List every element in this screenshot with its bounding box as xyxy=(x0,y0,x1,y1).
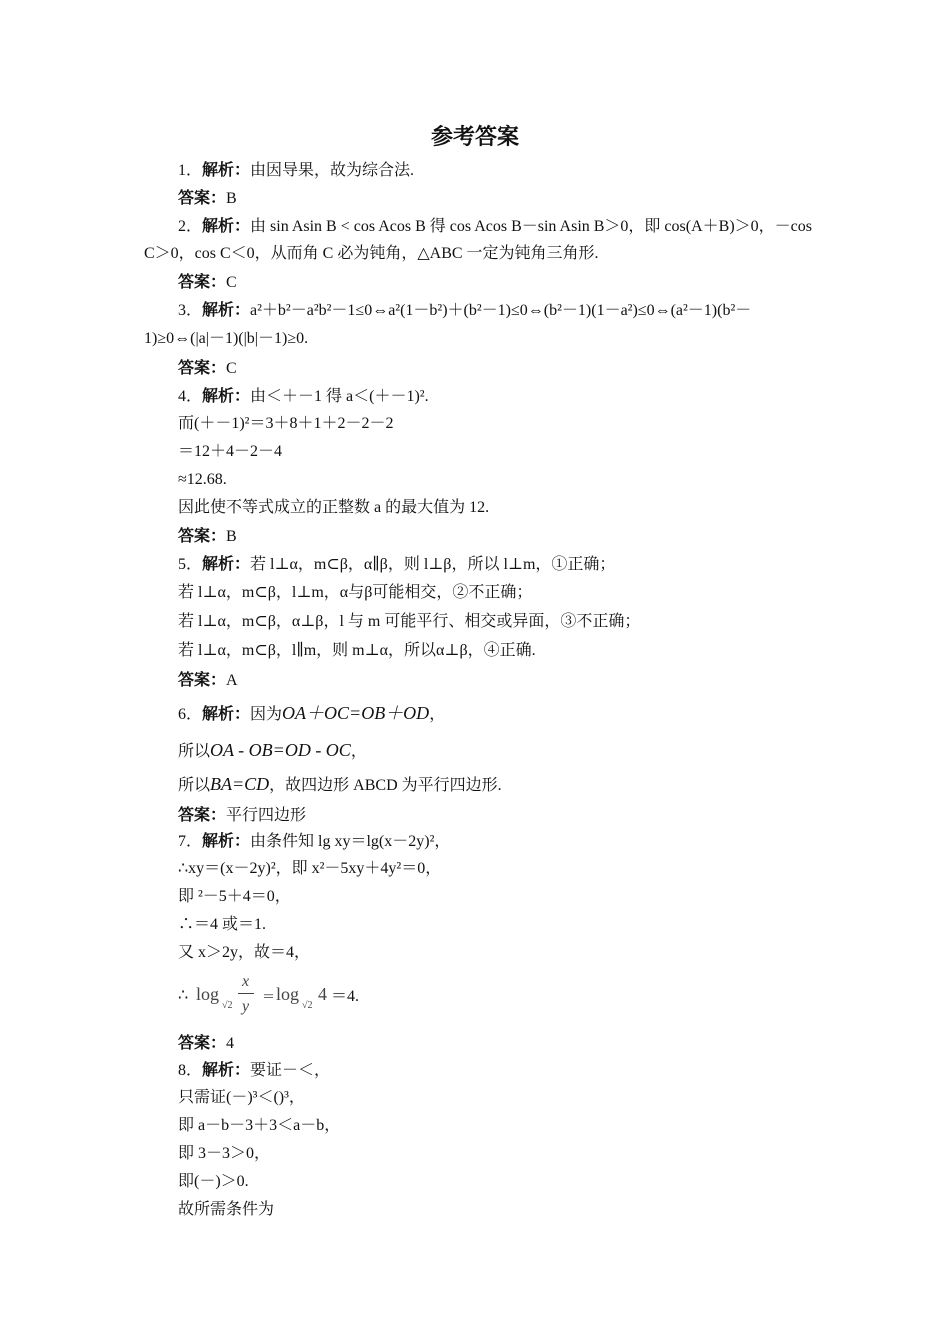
q6-line1-suffix: ， xyxy=(429,706,446,723)
q4-answer xyxy=(178,526,808,547)
q8-line1: 要证－＜， xyxy=(250,1062,331,1079)
q6-line2-prefix: 所以 xyxy=(178,743,211,760)
q7-line1: 由条件知 lg xy＝lg(x－2y)²， xyxy=(250,833,451,850)
fraction-denominator: y xyxy=(242,998,250,1015)
answer-label: 答案： xyxy=(178,1033,227,1052)
q5-analysis xyxy=(178,554,808,575)
q6-answer xyxy=(178,805,808,826)
q7-line2: ∴xy＝(x－2y)²，即 x²－5xy＋4y²＝0， xyxy=(178,860,442,877)
log-function: log xyxy=(276,984,300,1004)
answer-label: 答案： xyxy=(178,670,227,689)
q4-line4: ≈12.68. xyxy=(178,471,227,488)
analysis-label: 解析： xyxy=(202,216,251,235)
q4-line2: 而(＋－1)²＝3＋8＋1＋2－2－2 xyxy=(178,415,394,432)
q1-answer-value: B xyxy=(226,190,237,207)
log-argument: 4 xyxy=(318,984,327,1004)
q2-analysis xyxy=(178,216,812,237)
q5-line2: 若 l⊥α，m⊂β，l⊥m，α与β可能相交，②不正确； xyxy=(178,584,533,601)
equals-sign: ＝ xyxy=(262,989,276,1004)
q1-text: 由因导果，故为综合法. xyxy=(250,162,415,179)
q6-line2 xyxy=(178,740,808,762)
fraction-bar xyxy=(238,993,254,994)
q8-line2: 只需证(－)³＜()³， xyxy=(178,1089,305,1106)
page-title: 参考答案 xyxy=(430,125,519,150)
q5-line1: 若 l⊥α，m⊂β，α∥β，则 l⊥β，所以 l⊥m，①正确； xyxy=(250,556,616,573)
log-base: √2 xyxy=(302,1000,313,1011)
q1-answer xyxy=(178,188,808,209)
q5-line3: 若 l⊥α，m⊂β，α⊥β，l 与 m 可能平行、相交或异面，③不正确； xyxy=(178,613,641,630)
q6-line3 xyxy=(178,774,808,796)
answer-label: 答案： xyxy=(178,358,227,377)
q7-analysis xyxy=(178,831,808,852)
q2-line1: 由 sin Asin B < cos Acos B 得 cos Acos B－sin Asin B＞0，即 cos(A＋B)＞0，－cos xyxy=(250,218,812,235)
vector-formula: BA=CD xyxy=(210,774,270,794)
q8-line5: 即(－)＞0. xyxy=(178,1173,249,1190)
question-number: 5． xyxy=(178,556,203,573)
q6-line1-prefix: 因为 xyxy=(250,706,283,723)
therefore-symbol: ∴ xyxy=(178,987,189,1004)
q4-line3: ＝12＋4－2－4 xyxy=(178,443,283,460)
log-function: log xyxy=(196,984,220,1004)
q1-analysis xyxy=(178,160,808,181)
q3-answer xyxy=(178,358,808,379)
fraction-numerator: x xyxy=(242,973,250,990)
q3-answer-value: C xyxy=(226,360,237,377)
log-base: √2 xyxy=(222,1000,233,1011)
answer-label: 答案： xyxy=(178,188,227,207)
q6-analysis xyxy=(178,703,808,725)
q4-answer-value: B xyxy=(226,528,237,545)
q7-log-formula xyxy=(178,970,808,1020)
q2-answer-value: C xyxy=(226,274,237,291)
analysis-label: 解析： xyxy=(202,704,251,723)
question-number: 8． xyxy=(178,1062,203,1079)
q8-line3: 即 a－b－3＋3＜a－b， xyxy=(178,1117,341,1134)
analysis-label: 解析： xyxy=(202,160,251,179)
q8-analysis xyxy=(178,1060,808,1081)
q7-line3: 即 ²－5＋4＝0， xyxy=(178,888,291,905)
q7-line4: ∴＝4 或＝1. xyxy=(178,916,267,933)
q4-line5: 因此使不等式成立的正整数 a 的最大值为 12. xyxy=(178,499,490,516)
q8-line6: 故所需条件为 xyxy=(178,1201,275,1218)
vector-formula: OA - OB=OD - OC xyxy=(210,740,351,760)
q3-line1: a²＋b²－a²b²－1≤0⇔a²(1－b²)＋(b²－1)≤0⇔(b²－1)(1－a²)≤0⇔(a²－1)(b²－ xyxy=(250,302,752,319)
result-value: ＝4. xyxy=(331,988,360,1005)
analysis-label: 解析： xyxy=(202,1060,251,1079)
q5-answer-value: A xyxy=(226,672,238,689)
analysis-label: 解析： xyxy=(202,554,251,573)
question-number: 2． xyxy=(178,218,203,235)
question-number: 7． xyxy=(178,833,203,850)
question-number: 4． xyxy=(178,388,203,405)
q4-line1: 由＜＋－1 得 a＜(＋－1)². xyxy=(250,388,429,405)
q7-line5: 又 x＞2y，故＝4， xyxy=(178,944,311,961)
q7-answer xyxy=(178,1033,808,1054)
analysis-label: 解析： xyxy=(202,831,251,850)
analysis-label: 解析： xyxy=(202,300,251,319)
q5-answer xyxy=(178,670,808,691)
analysis-label: 解析： xyxy=(202,386,251,405)
question-number: 1． xyxy=(178,162,203,179)
answer-label: 答案： xyxy=(178,272,227,291)
q6-answer-value: 平行四边形 xyxy=(226,807,307,824)
q6-line3-prefix: 所以 xyxy=(178,777,211,794)
answer-label: 答案： xyxy=(178,526,227,545)
question-number: 3． xyxy=(178,302,203,319)
q3-line2: 1)≥0⇔(|a|－1)(|b|－1)≥0. xyxy=(144,330,309,347)
q3-analysis xyxy=(178,300,808,321)
vector-formula: OA＋OC=OB＋OD xyxy=(282,703,430,723)
q6-line2-suffix: ， xyxy=(350,743,367,760)
q2-line2: C＞0，cos C＜0，从而角 C 必为钝角，△ABC 一定为钝角三角形. xyxy=(144,245,599,262)
q5-line4: 若 l⊥α，m⊂β，l∥m，则 m⊥α，所以α⊥β，④正确. xyxy=(178,642,536,659)
question-number: 6． xyxy=(178,706,203,723)
q6-line3-suffix: ，故四边形 ABCD 为平行四边形. xyxy=(269,777,502,794)
q4-analysis xyxy=(178,386,808,407)
answer-label: 答案： xyxy=(178,805,227,824)
q2-answer xyxy=(178,272,808,293)
q7-answer-value: 4 xyxy=(226,1035,235,1052)
q8-line4: 即 3－3＞0， xyxy=(178,1145,271,1162)
